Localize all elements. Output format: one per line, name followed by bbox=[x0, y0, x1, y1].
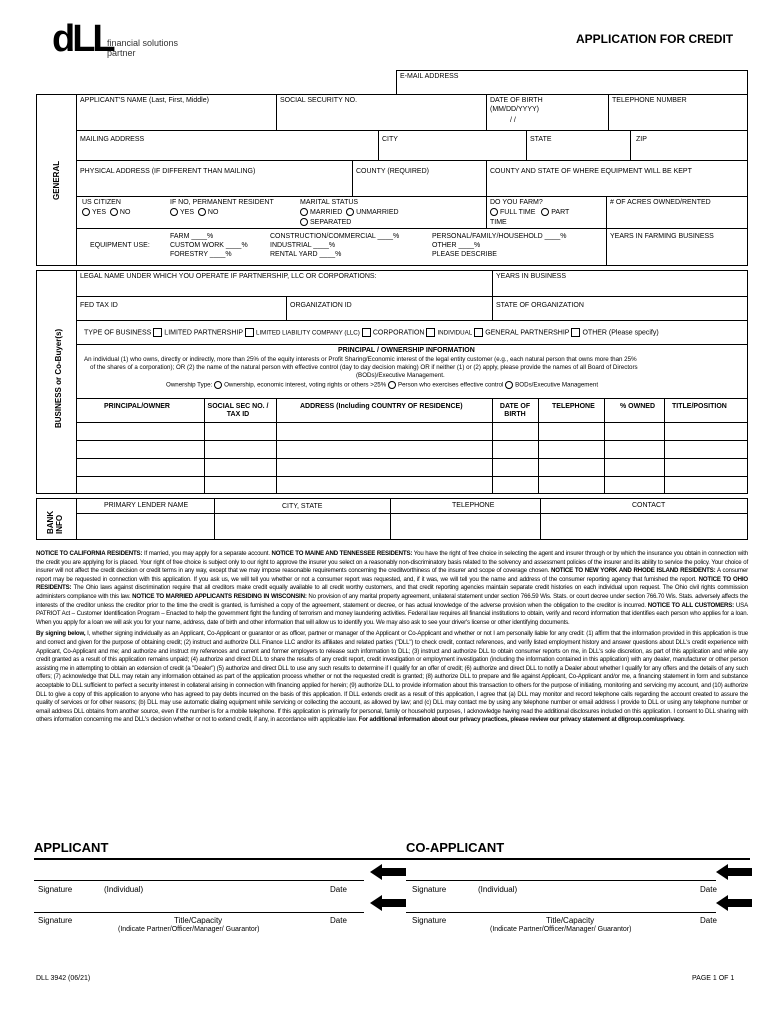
col-telephone: TELEPHONE bbox=[552, 403, 595, 410]
forestry-pct: FORESTRY ____% bbox=[170, 251, 232, 258]
separated-radio[interactable] bbox=[300, 218, 308, 226]
type-corp-label: CORPORATION bbox=[372, 329, 425, 337]
type-gp-checkbox[interactable] bbox=[474, 328, 483, 337]
state-org-label: STATE OF ORGANIZATION bbox=[496, 302, 584, 309]
ssn-label: SOCIAL SECURITY NO. bbox=[280, 97, 358, 104]
own-opt1-radio[interactable] bbox=[214, 381, 222, 389]
custom-pct: CUSTOM WORK ____% bbox=[170, 242, 248, 249]
general-label: GENERAL bbox=[52, 160, 61, 200]
business-type-row bbox=[84, 328, 659, 337]
type-corp-checkbox[interactable] bbox=[362, 328, 371, 337]
full-time-label: FULL TIME bbox=[500, 208, 536, 216]
co-applicant-date-label: Date bbox=[700, 885, 717, 894]
business-type-label: TYPE OF BUSINESS bbox=[84, 329, 152, 337]
applicant-signature2-label: Signature bbox=[38, 916, 73, 925]
co-applicant-heading: CO-APPLICANT bbox=[406, 840, 505, 855]
applicant-date-label: Date bbox=[330, 885, 347, 894]
logo-line1: financial solutions bbox=[107, 38, 179, 48]
col-principal: PRINCIPAL/OWNER bbox=[104, 403, 170, 410]
col-address: ADDRESS (Including COUNTRY OF RESIDENCE) bbox=[300, 403, 463, 410]
bank-col-telephone: TELEPHONE bbox=[452, 502, 495, 509]
bank-col-lender: PRIMARY LENDER NAME bbox=[104, 502, 189, 509]
col-owned: % OWNED bbox=[620, 403, 655, 410]
principal-heading: PRINCIPAL / OWNERSHIP INFORMATION bbox=[338, 347, 475, 354]
citizen-label: US CITIZEN bbox=[82, 199, 121, 206]
citizen-no-label: NO bbox=[119, 208, 131, 216]
full-time-radio[interactable] bbox=[490, 208, 498, 216]
col-title: TITLE/POSITION bbox=[672, 403, 727, 410]
applicant-signature-label: Signature bbox=[38, 885, 73, 894]
personal-pct: PERSONAL/FAMILY/HOUSEHOLD ____% bbox=[432, 233, 567, 240]
industrial-pct: INDUSTRIAL ____% bbox=[270, 242, 336, 249]
page-number: PAGE 1 OF 1 bbox=[692, 975, 735, 982]
principal-text-1: An individual (1) who owns, directly or indirectly, more than 25% of the equity interests or Profit Sharing/Economic interest of the legal entity customer (e.g., each natural person that owns more than 25% bbox=[84, 356, 637, 363]
logo-line2: partner bbox=[107, 48, 136, 58]
co-applicant-title-label: Title/Capacity bbox=[546, 916, 595, 925]
citizen-no-radio[interactable] bbox=[110, 208, 118, 216]
citizen-yes-label: YES bbox=[92, 208, 107, 216]
type-ind-checkbox[interactable] bbox=[426, 328, 435, 337]
type-lp-label: LIMITED PARTNERSHIP bbox=[164, 329, 243, 337]
co-applicant-title-line[interactable] bbox=[406, 912, 716, 913]
applicant-indicate-label: (Indicate Partner/Officer/Manager/ Guarantor) bbox=[118, 926, 260, 933]
physical-address-label: PHYSICAL ADDRESS (IF DIFFERENT THAN MAILING) bbox=[80, 168, 256, 175]
co-applicant-signature-line[interactable] bbox=[406, 880, 716, 881]
marital-options bbox=[300, 208, 399, 217]
married-radio[interactable] bbox=[300, 208, 308, 216]
type-gp-label: GENERAL PARTNERSHIP bbox=[485, 329, 570, 337]
own-opt1-label: Ownership, economic interest, voting rights or others >25% bbox=[224, 381, 387, 389]
zip-label: ZIP bbox=[636, 136, 647, 143]
separated-option bbox=[300, 218, 351, 227]
permanent-yes-radio[interactable] bbox=[170, 208, 178, 216]
type-llc-label: LIMITED LIABILITY COMPANY (LLC) bbox=[256, 329, 360, 337]
permanent-options bbox=[170, 208, 218, 217]
org-id-label: ORGANIZATION ID bbox=[290, 302, 352, 309]
county-label: COUNTY (REQUIRED) bbox=[356, 168, 429, 175]
own-opt2-label: Person who exercises effective control bbox=[397, 381, 504, 389]
co-applicant-signature-label: Signature bbox=[412, 885, 447, 894]
co-applicant-signature2-label: Signature bbox=[412, 916, 447, 925]
separated-label: SEPARATED bbox=[310, 218, 352, 226]
dob-label: DATE OF BIRTH bbox=[490, 97, 543, 104]
fed-tax-label: FED TAX ID bbox=[80, 302, 118, 309]
ownership-type-row bbox=[166, 381, 598, 389]
unmarried-radio[interactable] bbox=[346, 208, 354, 216]
farm-question-label: DO YOU FARM? bbox=[490, 199, 543, 206]
ownership-type-label: Ownership Type: bbox=[166, 381, 213, 389]
co-applicant-indicate-label: (Indicate Partner/Officer/Manager/ Guarantor) bbox=[490, 926, 632, 933]
form-title: APPLICATION FOR CREDIT bbox=[576, 32, 734, 46]
rental-pct: RENTAL YARD ____% bbox=[270, 251, 342, 258]
co-applicant-individual-label: (Individual) bbox=[478, 885, 518, 894]
farm-options bbox=[490, 208, 569, 217]
please-describe: PLEASE DESCRIBE bbox=[432, 251, 497, 258]
notice-paragraph-1: NOTICE TO CALIFORNIA RESIDENTS: If married, you may apply for a separate account. NOTICE TO MAINE AND TENNESSEE RESIDENTS: You have the right of free choice in selecting the agent and insurer through or by which the insurance you obtain in connection with the credit you are applying for is placed. Your right of free choice is subject only to our right to approve the insurer you select on a reasonably non-discriminatory basis related to the solvency and assessment policies of the insurer and its ability to service the policy. Your choice of insurer will not affect the credit decision or credit terms in any way, except that we may impose reasonable requirements concerning the creditworthiness of the insurer and scope of coverage chosen. NOTICE TO NEW YORK AND RHODE ISLAND RESIDENTS: A consumer report may be requested in connection with this application. If you ask us, we will tell you whether or not a consumer report was requested, and, if it was, we will tell you the name and address of the consumer reporting agency that furnished the report. NOTICE TO OHIO RESIDENTS: The Ohio laws against discrimination require that all creditors make credit equally available to all credit worthy customers, and that credit reporting agencies maintain separate credit histories on each individual upon request. The Ohio civil rights commission administers compliance with this law. NOTICE TO MARRIED APPLICANTS RESIDING IN WISCONSIN: No provision of any marital property agreement, unilateral statement under section 766.59 Wis. Stats. or court decree under section 766.70 Wis. Stats. adversely affects the interests of the creditor unless the creditor prior to the time the credit is granted, is furnished a copy of the agreement, statement or decree, or has actual knowledge of the adverse provision when the obligation to the creditor is incurred. NOTICE TO ALL CUSTOMERS: USA PATRIOT Act – Customer Identification Program – Enacted to help the government fight the funding of terrorism and money laundering activities. Federal law requires all financial institutions to obtain, verify and record information that identifies each person who applies for a loan. When you apply for a loan we will ask you for your name, address, date of birth and other information that will allow us to identify you. We may also ask to see your driver's license or other identifying documents. bbox=[36, 550, 749, 626]
equipment-use-label: EQUIPMENT USE: bbox=[90, 242, 150, 249]
citizen-options bbox=[82, 208, 130, 217]
permanent-resident-label: IF NO, PERMANENT RESIDENT bbox=[170, 199, 274, 206]
type-other-checkbox[interactable] bbox=[571, 328, 580, 337]
type-ind-label: INDIVIDUAL bbox=[437, 329, 473, 337]
part-time-word: TIME bbox=[490, 219, 507, 226]
dob-slashes: / / bbox=[510, 117, 516, 124]
arrow-icon bbox=[716, 895, 752, 916]
mailing-label: MAILING ADDRESS bbox=[80, 136, 145, 143]
business-label: BUSINESS or Co-Buyer(s) bbox=[54, 328, 63, 428]
dob-format: (MM/DD/YYYY) bbox=[490, 106, 539, 113]
bank-label: BANK INFO bbox=[46, 510, 64, 534]
type-other-label: OTHER (Please specify) bbox=[582, 329, 659, 337]
other-pct: OTHER ____% bbox=[432, 242, 481, 249]
co-applicant-date2-label: Date bbox=[700, 916, 717, 925]
col-ssn: SOCIAL SEC NO. / TAX ID bbox=[207, 403, 269, 418]
arrow-icon bbox=[716, 864, 752, 885]
own-opt3-radio[interactable] bbox=[505, 381, 513, 389]
acres-label: # OF ACRES OWNED/RENTED bbox=[610, 199, 711, 206]
applicant-individual-label: (Individual) bbox=[104, 885, 144, 894]
logo-mark: dLL bbox=[52, 18, 113, 60]
permanent-no-radio[interactable] bbox=[198, 208, 206, 216]
applicant-title-label: Title/Capacity bbox=[174, 916, 223, 925]
type-llc-checkbox[interactable] bbox=[245, 328, 254, 337]
arrow-icon bbox=[370, 864, 406, 885]
telephone-label: TELEPHONE NUMBER bbox=[612, 97, 687, 104]
citizen-yes-radio[interactable] bbox=[82, 208, 90, 216]
married-label: MARRIED bbox=[310, 208, 343, 216]
construction-pct: CONSTRUCTION/COMMERCIAL ____% bbox=[270, 233, 400, 240]
farm-pct: FARM ____% bbox=[170, 233, 214, 240]
email-label: E-MAIL ADDRESS bbox=[400, 73, 459, 80]
legal-name-label: LEGAL NAME UNDER WHICH YOU OPERATE IF PARTNERSHIP, LLC OR CORPORATIONS: bbox=[80, 273, 377, 280]
own-opt2-radio[interactable] bbox=[388, 381, 396, 389]
city-label: CITY bbox=[382, 136, 398, 143]
bank-col-city: CITY, STATE bbox=[282, 503, 323, 510]
years-business-label: YEARS IN BUSINESS bbox=[496, 273, 567, 280]
state-label: STATE bbox=[530, 136, 552, 143]
principal-text-3: (BODs)/Executive Management. bbox=[356, 372, 445, 379]
equipment-kept-label: COUNTY AND STATE OF WHERE EQUIPMENT WILL BE KEPT bbox=[490, 168, 692, 175]
principal-text-2: of the shares of a corporation); OR (2) the name of the natural person with effective control (day to day decision making) OR if neither (1) or (2) apply, please provide the names of all Board of Directors bbox=[90, 364, 638, 371]
form-number: DLL 3942 (06/21) bbox=[36, 975, 91, 982]
applicant-heading: APPLICANT bbox=[34, 840, 109, 855]
notice-paragraph-2: By signing below, I, whether signing individually as an Applicant, Co-Applicant or guarantor or as officer, partner or manager of the Applicant or Co-Applicant and whether or not I am personally liable for any credit: (1) affirm that the information provided in this application is true and correct and given for the purpose of obtaining credit; (2) instruct and authorize DLL Finance LLC and/or its affiliates and related parties ("DLL") to check credit, contact references, and verify listed employment history and answer questions about DLL's credit experience with Applicant, Co-Applicant and me; and authorize and instruct my references and current and former employers to release such information to DLL; (3) instruct and authorize DLL to obtain consumer reports on me, in DLL's sole discretion, as part of this application and while any credit granted as a result of this application remains unpaid; (4) authorize and direct DLL to share the results of any credit report, credit investigation or employment investigation (including the information contained in this application) with any dealer, manufacturer or other person assisting me in attempting to obtain an extension of credit (a "Dealer") (5) authorize and direct DLL to use any such results to determine if I qualify for an offer of credit; (6) authorize and direct DLL to notify a Dealer about whether I qualify for any offers and the details of any such offers; (7) acknowledge that DLL may retain any information obtained as part of the application process whether or not the requested credit is granted; (8) authorize DLL to prepare and file against Applicant, Co-Applicant and/or me, a financing statement in form and substance acceptable to DLL sufficient to perfect a security interest in collateral arising in connection with financing applied for herein; (9) authorize DLL to provide information about this transaction to others for the purpose of initiating, monitoring and servicing my account, and (10) authorize DLL to give a copy of this application to anyone who has agreed to pay debts incurred on the basis of this application. If DLL extends credit as a result of this application, I agree that (a) DLL may monitor and record telephone calls regarding the account created to assure the quality of services or for other reasons; (b) DLL may use automatic dialing equipment while servicing or collecting the account, as allowed by law; and (c) DLL may contact me by using any telephone number or email address I provide to DLL or using any telephone number or email address DLL obtains from another source, even if the number is for a mobile telephone. If this application is primarily for personal, family or household purposes, I acknowledge having read the additional disclosures included on this application. I consent to DLL sharing with others information concerning me and DLL's decision whether or not to extend credit, if any, in accordance with applicable law. For additional information about our privacy practices, please review our privacy statement at dllgroup.com/usprivacy. bbox=[36, 630, 748, 724]
part-time-label: PART bbox=[551, 208, 570, 216]
type-lp-checkbox[interactable] bbox=[153, 328, 162, 337]
col-dob: DATE OF BIRTH bbox=[499, 403, 531, 418]
bank-col-contact: CONTACT bbox=[632, 502, 666, 509]
applicant-title-line[interactable] bbox=[34, 912, 364, 913]
applicant-date2-label: Date bbox=[330, 916, 347, 925]
own-opt3-label: BODs/Executive Management bbox=[515, 381, 599, 389]
permanent-yes-label: YES bbox=[180, 208, 195, 216]
part-time-radio[interactable] bbox=[541, 208, 549, 216]
marital-status-label: MARITAL STATUS bbox=[300, 199, 359, 206]
years-farming-label: YEARS IN FARMING BUSINESS bbox=[610, 233, 714, 240]
notice-text bbox=[36, 550, 748, 725]
unmarried-label: UNMARRIED bbox=[356, 208, 399, 216]
permanent-no-label: NO bbox=[207, 208, 219, 216]
applicant-signature-line[interactable] bbox=[34, 880, 364, 881]
applicant-name-label: APPLICANT'S NAME (Last, First, Middle) bbox=[80, 97, 209, 104]
arrow-icon bbox=[370, 895, 406, 916]
